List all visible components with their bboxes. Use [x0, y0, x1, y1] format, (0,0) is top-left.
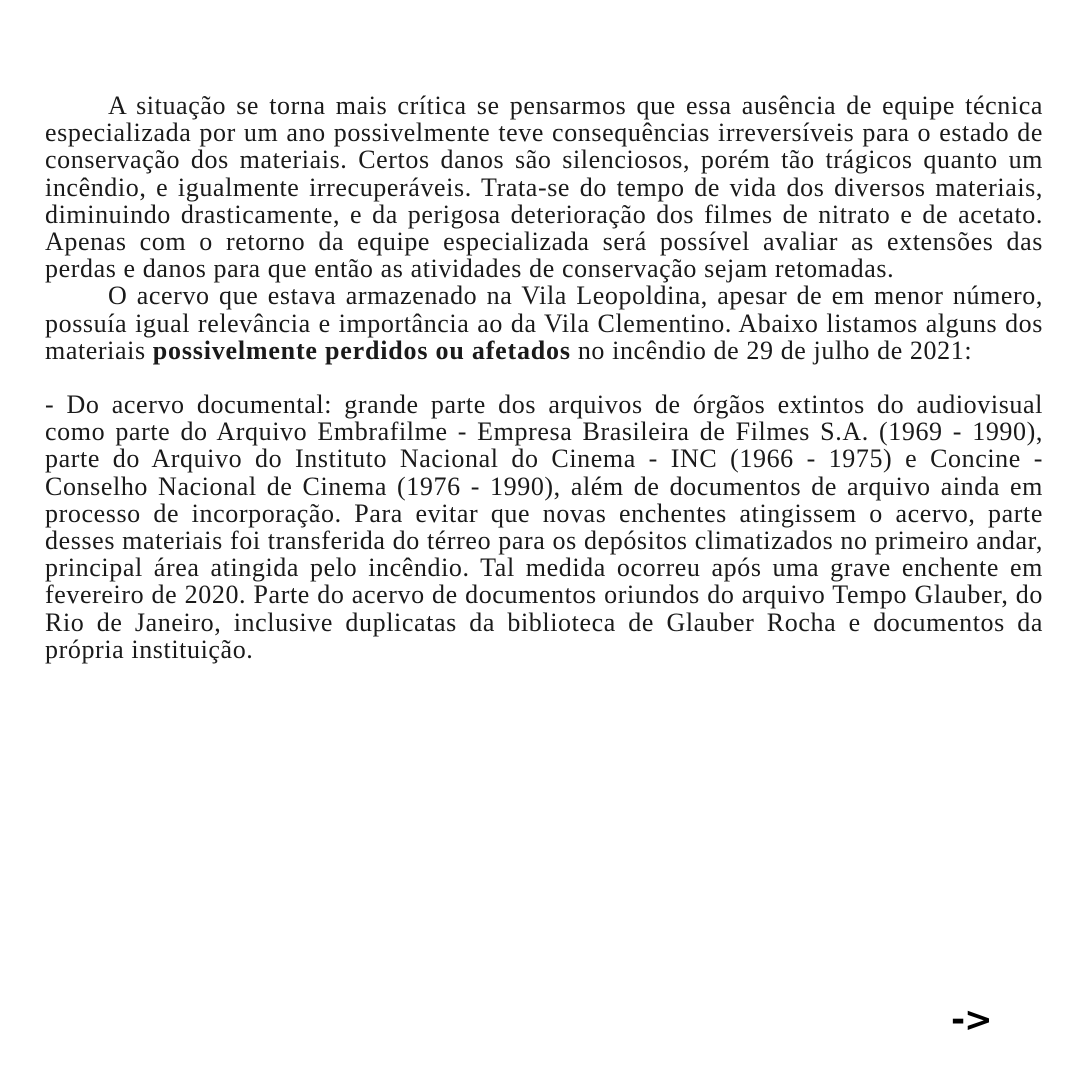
paragraph-vila-leopoldina	[45, 282, 1043, 364]
paragraph-situation: A situação se torna mais crítica se pensarmos que essa ausência de equipe técnica especializada por um ano possivelmente teve consequências irreversíveis para o estado de conservação dos materiais. Certos danos são silenciosos, porém tão trágicos quanto um incêndio, e igualmente irrecuperáveis. Trata-se do tempo de vida dos diversos materiais, diminuindo drasticamente, e da perigosa deterioração dos filmes de nitrato e de acetato. Apenas com o retorno da equipe especializada será possível avaliar as extensões das perdas e danos para que então as atividades de conservação sejam retomadas.	[45, 91, 1043, 284]
emphasis-lost-materials: possivelmente perdidos ou afetados	[152, 335, 571, 365]
paragraph-intro-text: O acervo que estava armazenado na Vila Leopoldina, apesar de em menor número, possuía igual relevância e importância ao da Vila Clementino. Abaixo listamos alguns dos materiais	[45, 281, 1043, 365]
paragraph-spacer	[45, 364, 1043, 391]
list-item-documentary-collection: - Do acervo documental: grande parte dos arquivos de órgãos extintos do audiovisual como parte do Arquivo Embrafilme - Empresa Brasileira de Filmes S.A. (1969 - 1990), parte do Arquivo do Instituto Nacional do Cinema - INC (1966 - 1975) e Concine - Conselho Nacional de Cinema (1976 - 1990), além de documentos de arquivo ainda em processo de incorporação. Para evitar que novas enchentes atingissem o acervo, parte desses materiais foi transferida do térreo para os depósitos climatizados no primeiro andar, principal área atingida pelo incêndio. Tal medida ocorreu após uma grave enchente em fevereiro de 2020. Parte do acervo de documentos oriundos do arquivo Tempo Glauber, do Rio de Janeiro, inclusive duplicatas da biblioteca de Glauber Rocha e documentos da própria instituição.	[45, 390, 1043, 664]
paragraph-fire-date-text: no incêndio de 29 de julho de 2021:	[570, 335, 973, 365]
next-arrow-icon[interactable]: ->	[951, 1000, 992, 1040]
article-body	[45, 92, 1043, 663]
